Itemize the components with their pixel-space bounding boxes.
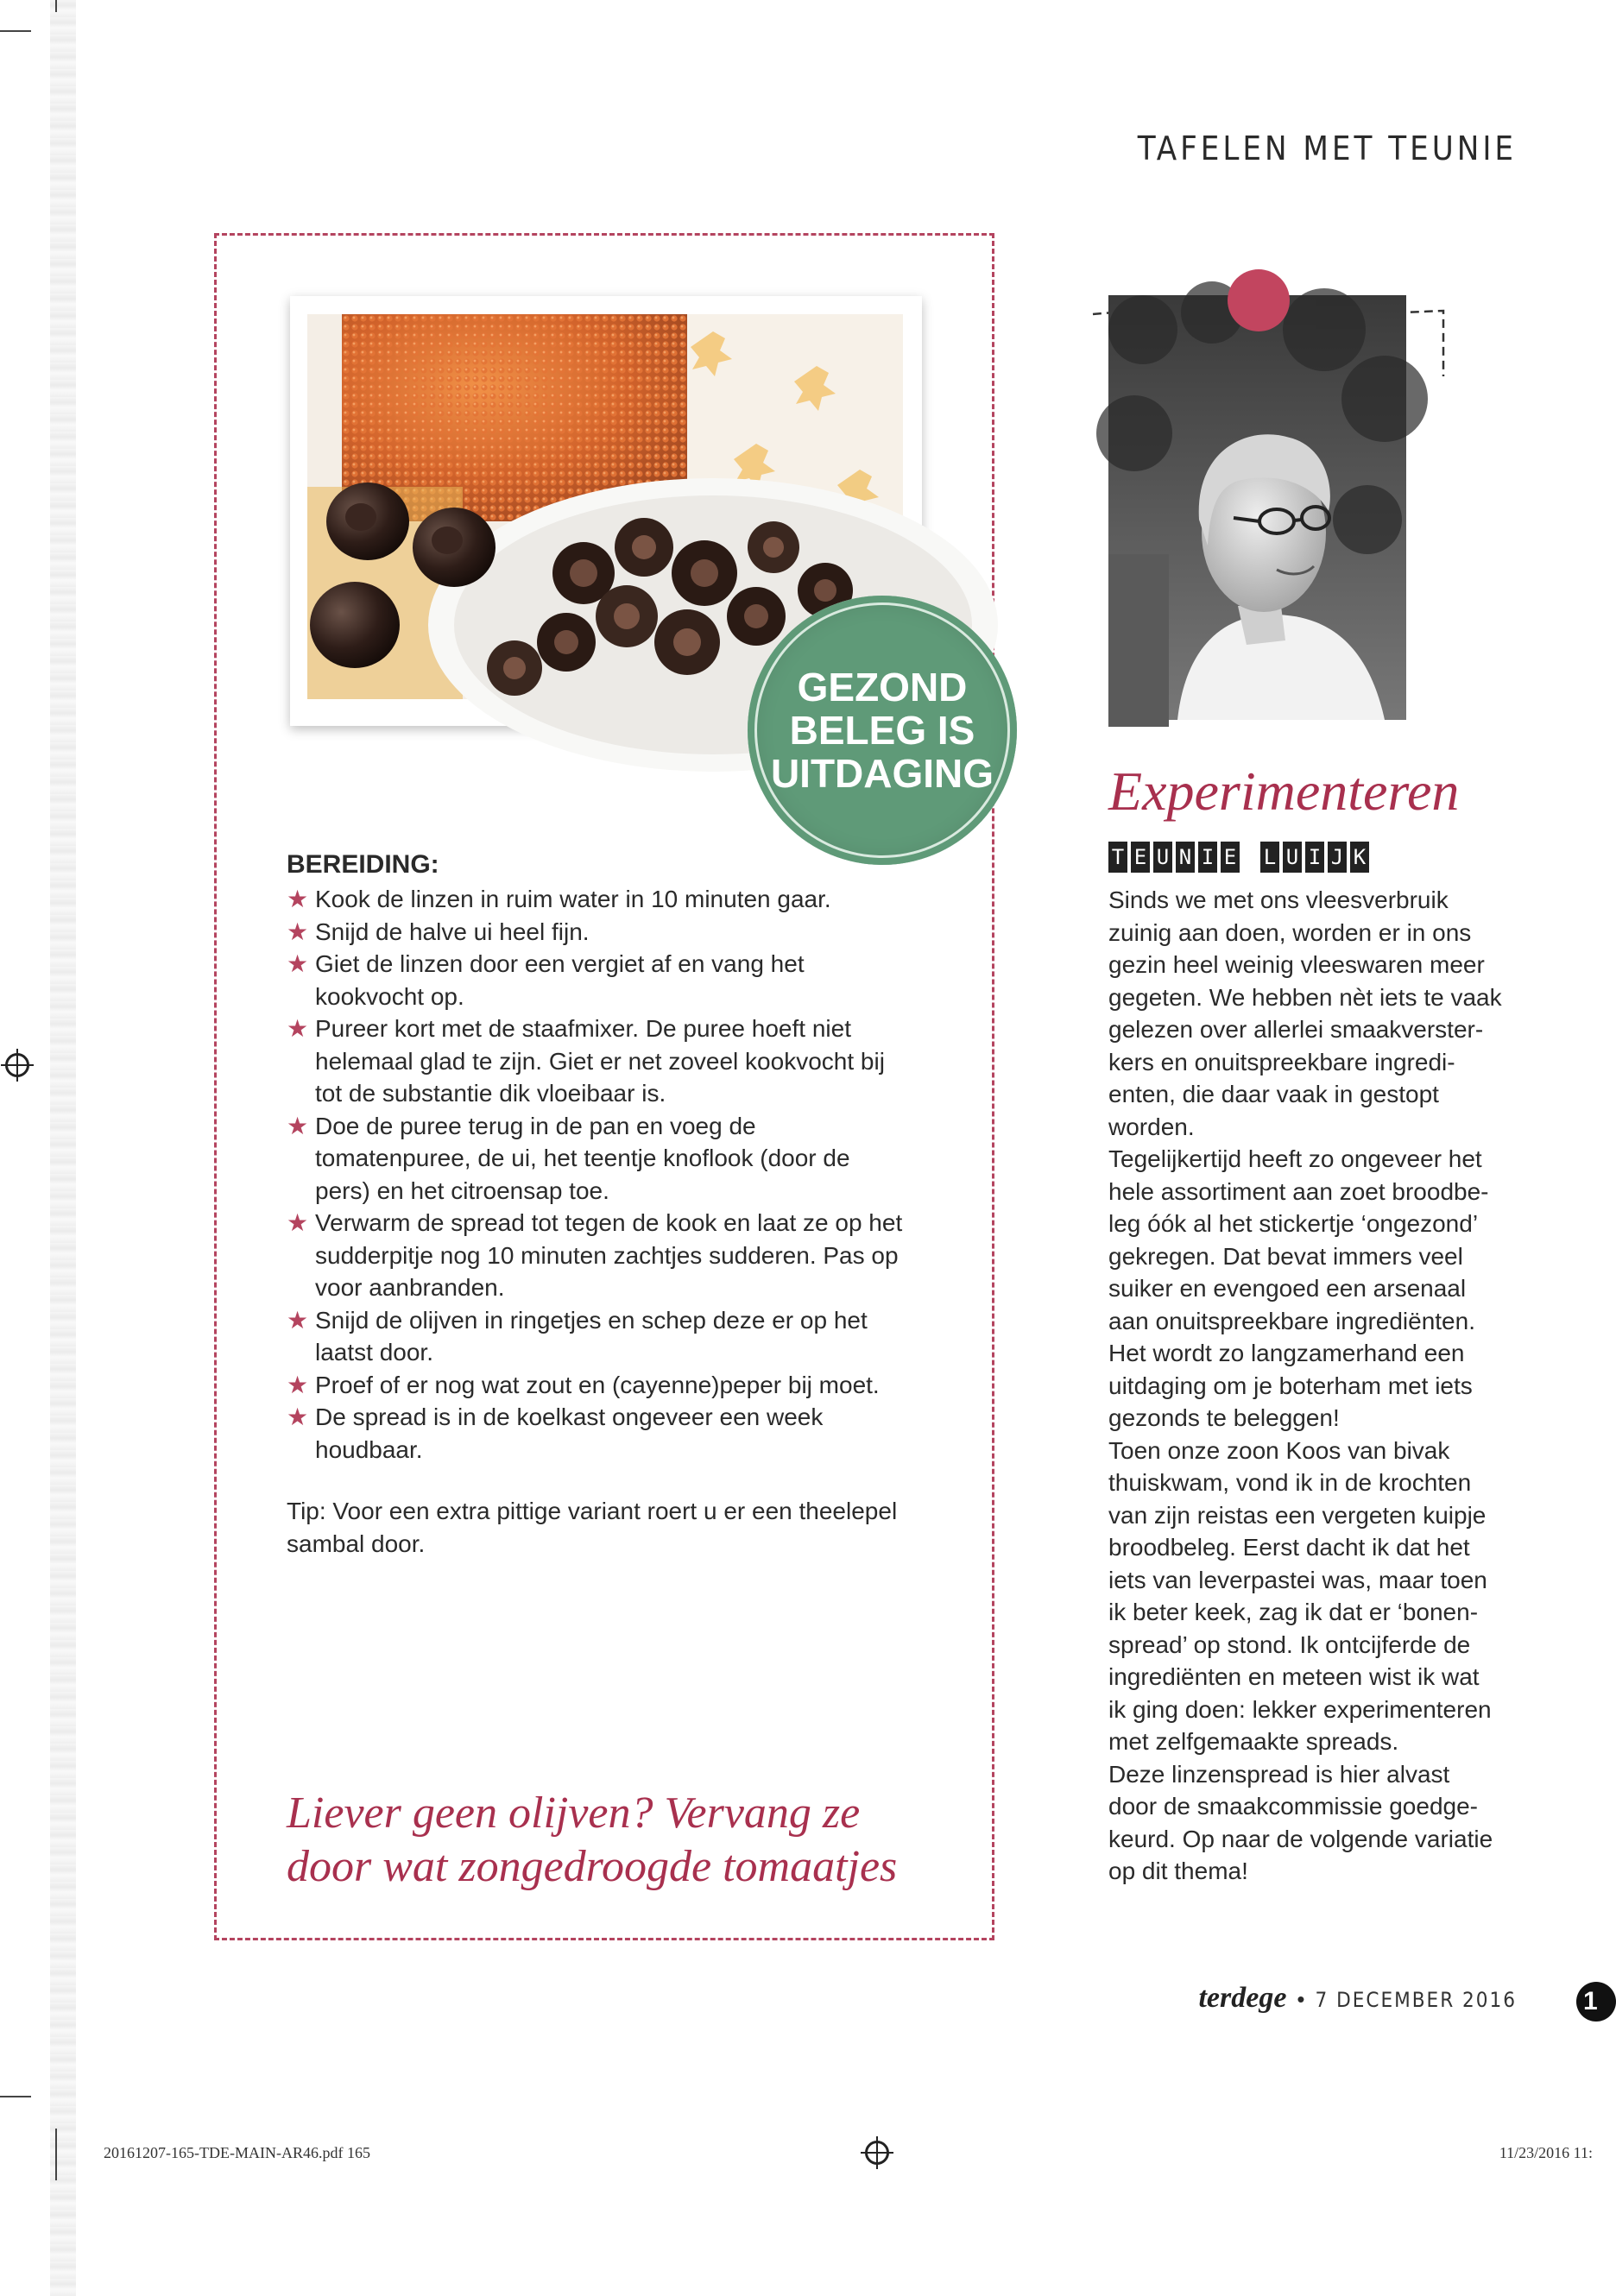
step-line: sudderpitje nog 10 minuten zachtjes sudderen. Pas op — [315, 1241, 899, 1269]
article-line: door de smaakcommissie goedge- — [1108, 1793, 1478, 1820]
issue-date: 7 DECEMBER 2016 — [1315, 1988, 1517, 2012]
recipe-steps — [287, 883, 943, 1466]
tip-line: Tip: Voor een extra pittige variant roert u er een theelepel — [287, 1498, 898, 1524]
article-line: met zelfgemaakte spreads. — [1108, 1728, 1399, 1755]
footer-separator: • — [1297, 1986, 1305, 2012]
article-line: ingrediënten en meteen wist ik wat — [1108, 1663, 1480, 1690]
step-line: pers) en het citroensap toe. — [315, 1176, 609, 1204]
page-footer — [1198, 1982, 1517, 2015]
step-line: laatst door. — [315, 1339, 433, 1366]
crop-mark — [55, 0, 57, 12]
article-line: leg óók al het stickertje ‘ongezond’ — [1108, 1210, 1479, 1237]
page-number: 1 — [1576, 1982, 1616, 2022]
recipe-heading: BEREIDING: — [287, 850, 439, 879]
author-portrait — [1108, 295, 1406, 720]
recipe-step — [287, 916, 943, 949]
recipe-step — [287, 948, 943, 1012]
article-line: spread’ op stond. Ik ontcijferde de — [1108, 1631, 1471, 1658]
byline-letter: U — [1153, 842, 1172, 873]
article-title: Experimenteren — [1108, 760, 1460, 822]
crop-mark — [55, 2129, 57, 2180]
article-line: Toen onze zoon Koos van bivak — [1108, 1436, 1450, 1464]
crop-mark — [0, 2096, 31, 2097]
byline-letter: T — [1108, 842, 1127, 873]
article-line: enten, die daar vaak in gestopt — [1108, 1081, 1439, 1107]
star-bullet-icon: ★ — [287, 918, 309, 945]
step-line: Giet de linzen door een vergiet af en vang het — [315, 950, 805, 977]
step-line: houdbaar. — [315, 1435, 423, 1463]
byline-letter: I — [1198, 842, 1217, 873]
star-bullet-icon: ★ — [287, 1112, 309, 1139]
step-line: Doe de puree terug in de pan en voeg de — [315, 1112, 756, 1139]
article-line: uitdaging om je boterham met iets — [1108, 1372, 1473, 1399]
article-line: Sinds we met ons vleesverbruik — [1108, 886, 1449, 913]
article-line: iets van leverpastei was, maar toen — [1108, 1566, 1487, 1593]
article-line: hele assortiment aan zoet broodbe- — [1108, 1177, 1489, 1205]
star-bullet-icon: ★ — [287, 1371, 309, 1398]
article-body — [1108, 884, 1540, 1888]
recipe-tip — [287, 1495, 943, 1560]
article-line: gelezen over allerlei smaakverster- — [1108, 1016, 1484, 1043]
article-line: gezin heel weinig vleeswaren meer — [1108, 951, 1485, 978]
recipe-step — [287, 1401, 943, 1466]
article-line: thuiskwam, vond ik in de krochten — [1108, 1469, 1472, 1496]
article-line: suiker en evengoed een arsenaal — [1108, 1275, 1467, 1302]
badge-healthy-spread — [748, 596, 1017, 865]
step-line: Snijd de olijven in ringetjes en schep deze er op het — [315, 1306, 868, 1334]
article-line: gegeten. We hebben nèt iets te vaak — [1108, 983, 1502, 1011]
byline-letter: J — [1328, 842, 1347, 873]
article-line: broodbeleg. Eerst dacht ik dat het — [1108, 1534, 1470, 1561]
recipe-step — [287, 1369, 943, 1402]
magazine-brand: terdege — [1198, 1982, 1287, 2014]
article-line: keurd. Op naar de volgende variatie — [1108, 1825, 1493, 1852]
article-line: zuinig aan doen, worden er in ons — [1108, 918, 1472, 946]
pull-quote — [287, 1787, 960, 1894]
byline-letter: N — [1176, 842, 1195, 873]
print-slug-file: 20161207-165-TDE-MAIN-AR46.pdf 165 — [104, 2144, 370, 2161]
byline-letter: E — [1131, 842, 1150, 873]
recipe-step — [287, 1012, 943, 1110]
step-line: Verwarm de spread tot tegen de kook en laat ze op het — [315, 1209, 903, 1236]
scan-margin — [50, 0, 76, 2296]
byline-letter: E — [1221, 842, 1240, 873]
star-bullet-icon: ★ — [287, 886, 309, 912]
byline-letter: L — [1260, 842, 1279, 873]
article-line: Deze linzenspread is hier alvast — [1108, 1760, 1450, 1788]
byline-letter: I — [1305, 842, 1324, 873]
step-line: kookvocht op. — [315, 982, 464, 1010]
badge-line-1: GEZOND — [797, 665, 968, 710]
tip-line: sambal door. — [287, 1530, 426, 1557]
recipe-step — [287, 883, 943, 916]
article-line: gekregen. Dat bevat immers veel — [1108, 1242, 1463, 1270]
byline-gap — [1243, 842, 1257, 873]
registration-mark-icon — [865, 2141, 889, 2165]
badge-line-3: UITDAGING — [770, 751, 994, 796]
quote-line: Liever geen olijven? Vervang ze — [287, 1788, 861, 1838]
step-line: Kook de linzen in ruim water in 10 minuten gaar. — [315, 886, 831, 912]
byline-letter: U — [1283, 842, 1302, 873]
step-line: De spread is in de koelkast ongeveer een week — [315, 1403, 824, 1430]
recipe-step — [287, 1110, 943, 1208]
article-line: van zijn reistas een vergeten kuipje — [1108, 1501, 1487, 1529]
byline-letter: K — [1350, 842, 1369, 873]
step-line: tot de substantie dik vloeibaar is. — [315, 1080, 666, 1107]
article-line: worden. — [1108, 1113, 1195, 1140]
star-bullet-icon: ★ — [287, 950, 309, 977]
recipe-step — [287, 1207, 943, 1304]
step-line: Proef of er nog wat zout en (cayenne)peper bij moet. — [315, 1371, 880, 1398]
article-line: ik ging doen: lekker experimenteren — [1108, 1695, 1492, 1723]
article-line: op dit thema! — [1108, 1858, 1248, 1884]
recipe-step — [287, 1304, 943, 1369]
step-line: Pureer kort met de staafmixer. De puree hoeft niet — [315, 1015, 851, 1042]
step-line: tomatenpuree, de ui, het teentje knoflook (door de — [315, 1145, 850, 1171]
star-bullet-icon: ★ — [287, 1306, 309, 1334]
section-label: TAFELEN MET TEUNIE — [1137, 129, 1517, 167]
print-slug-timestamp: 11/23/2016 11: — [1499, 2144, 1593, 2161]
badge-line-2: BELEG IS — [789, 708, 975, 753]
quote-line: door wat zongedroogde tomaatjes — [287, 1842, 898, 1891]
star-bullet-icon: ★ — [287, 1403, 309, 1430]
article-line: aan onuitspreekbare ingrediënten. — [1108, 1307, 1475, 1334]
pin-dot-icon — [1228, 269, 1290, 331]
step-line: voor aanbranden. — [315, 1274, 505, 1301]
article-line: kers en onuitspreekbare ingredi- — [1108, 1048, 1455, 1075]
article-line: gezonds te beleggen! — [1108, 1404, 1340, 1431]
crop-mark — [0, 30, 31, 32]
star-bullet-icon: ★ — [287, 1015, 309, 1042]
step-line: helemaal glad te zijn. Giet er net zoveel kookvocht bij — [315, 1047, 885, 1075]
author-byline — [1108, 842, 1369, 873]
article-line: Tegelijkertijd heeft zo ongeveer het — [1108, 1145, 1482, 1172]
step-line: Snijd de halve ui heel fijn. — [315, 918, 590, 945]
star-bullet-icon: ★ — [287, 1209, 309, 1236]
registration-mark-icon — [5, 1053, 29, 1077]
article-line: ik beter keek, zag ik dat er ‘bonen- — [1108, 1599, 1479, 1625]
article-line: Het wordt zo langzamerhand een — [1108, 1340, 1465, 1366]
